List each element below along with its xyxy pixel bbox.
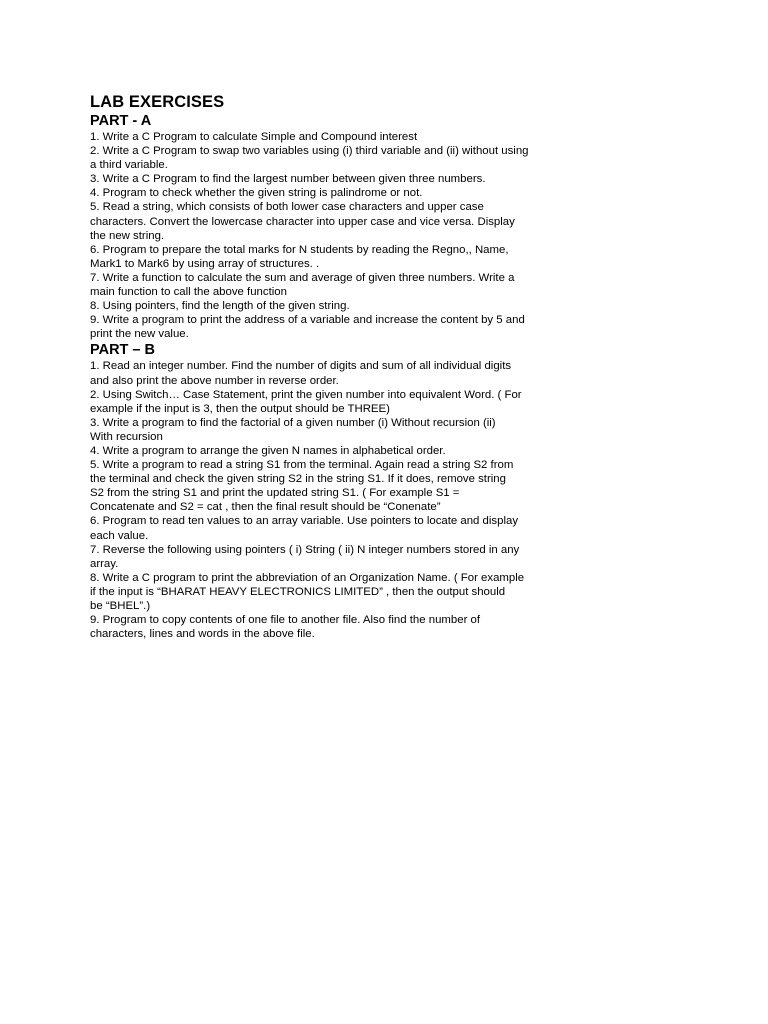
exercise-text-line: 2. Write a C Program to swap two variables using (i) third variable and (ii) without using xyxy=(90,145,529,158)
exercise-text-line: 1. Write a C Program to calculate Simple and Compound interest xyxy=(90,131,418,143)
part-b-exercise-2 xyxy=(90,388,560,416)
part-a-exercise-3 xyxy=(90,172,560,186)
part-b-exercise-4 xyxy=(90,444,560,458)
exercise-text-line: With recursion xyxy=(90,430,163,443)
document-page xyxy=(90,92,560,641)
exercise-text-line: 2. Using Switch… Case Statement, print the given number into equivalent Word. ( For xyxy=(90,388,522,401)
exercise-text-line: 7. Reverse the following using pointers ( i) String ( ii) N integer numbers stored in any xyxy=(90,543,520,556)
exercise-text-line: if the input is “BHARAT HEAVY ELECTRONICS LIMITED” , then the output should xyxy=(90,585,506,598)
exercise-text-line: S2 from the string S1 and print the updated string S1. ( For example S1 = xyxy=(90,487,460,500)
part-a-exercise-9 xyxy=(90,313,560,341)
exercise-text-line: 6. Program to read ten values to an array variable. Use pointers to locate and display xyxy=(90,515,519,528)
part-b-exercise-list xyxy=(90,359,560,641)
exercise-text-line: 3. Write a C Program to find the largest number between given three numbers. xyxy=(90,173,486,186)
part-b-exercise-6 xyxy=(90,514,560,542)
exercise-text-line: 8. Write a C program to print the abbreviation of an Organization Name. ( For example xyxy=(90,571,525,584)
part-b-exercise-1 xyxy=(90,359,560,387)
part-a-exercise-1 xyxy=(90,130,560,144)
exercise-text-line: characters. Convert the lowercase character into upper case and vice versa. Display xyxy=(90,215,515,228)
part-a-exercise-4 xyxy=(90,186,560,200)
exercise-text-line: array. xyxy=(90,557,119,570)
document-title: LAB EXERCISES xyxy=(90,93,225,111)
part-b-exercise-8 xyxy=(90,571,560,613)
exercise-text-line: 5. Read a string, which consists of both lower case characters and upper case xyxy=(90,201,484,214)
part-b-exercise-9 xyxy=(90,613,560,641)
exercise-text-line: 6. Program to prepare the total marks for N students by reading the Regno,, Name, xyxy=(90,243,509,256)
exercise-text-line: 9. Write a program to print the address of a variable and increase the content by 5 and xyxy=(90,314,525,327)
exercise-text-line: be “BHEL”.) xyxy=(90,600,151,612)
part-b-exercise-7 xyxy=(90,543,560,571)
exercise-text-line: characters, lines and words in the above file. xyxy=(90,628,315,641)
exercise-text-line: the new string. xyxy=(90,229,165,242)
exercise-text-line: main function to call the above function xyxy=(90,286,287,299)
exercise-text-line: 3. Write a program to find the factorial of a given number (i) Without recursion (ii) xyxy=(90,416,496,429)
exercise-text-line: Mark1 to Mark6 by using array of structures. . xyxy=(90,257,320,270)
exercise-text-line: and also print the above number in reverse order. xyxy=(90,374,339,387)
exercise-text-line: Concatenate and S2 = cat , then the final result should be “Conenate” xyxy=(90,501,441,514)
part-a-exercise-8 xyxy=(90,299,560,313)
part-b-heading: PART – B xyxy=(90,342,155,359)
exercise-text-line: 8. Using pointers, find the length of the given string. xyxy=(90,300,350,313)
part-b-exercise-5 xyxy=(90,458,560,514)
exercise-text-line: 4. Program to check whether the given string is palindrome or not. xyxy=(90,187,423,200)
exercise-text-line: a third variable. xyxy=(90,159,168,172)
part-a-exercise-list xyxy=(90,130,560,341)
exercise-text-line: each value. xyxy=(90,529,149,542)
exercise-text-line: example if the input is 3, then the output should be THREE) xyxy=(90,402,390,415)
part-a-heading: PART - A xyxy=(90,113,152,129)
exercise-text-line: 9. Program to copy contents of one file to another file. Also find the number of xyxy=(90,614,481,627)
exercise-text-line: 5. Write a program to read a string S1 from the terminal. Again read a string S2 from xyxy=(90,459,514,472)
part-b-exercise-3 xyxy=(90,416,560,444)
part-a-exercise-2 xyxy=(90,144,560,172)
exercise-text-line: print the new value. xyxy=(90,328,189,341)
part-a-exercise-7 xyxy=(90,271,560,299)
exercise-text-line: 4. Write a program to arrange the given N names in alphabetical order. xyxy=(90,444,446,457)
exercise-text-line: 7. Write a function to calculate the sum and average of given three numbers. Write a xyxy=(90,271,515,284)
exercise-text-line: 1. Read an integer number. Find the number of digits and sum of all individual digits xyxy=(90,360,512,373)
part-a-exercise-5 xyxy=(90,200,560,242)
exercise-text-line: the terminal and check the given string S2 in the string S1. If it does, remove string xyxy=(90,473,506,486)
part-a-exercise-6 xyxy=(90,243,560,271)
